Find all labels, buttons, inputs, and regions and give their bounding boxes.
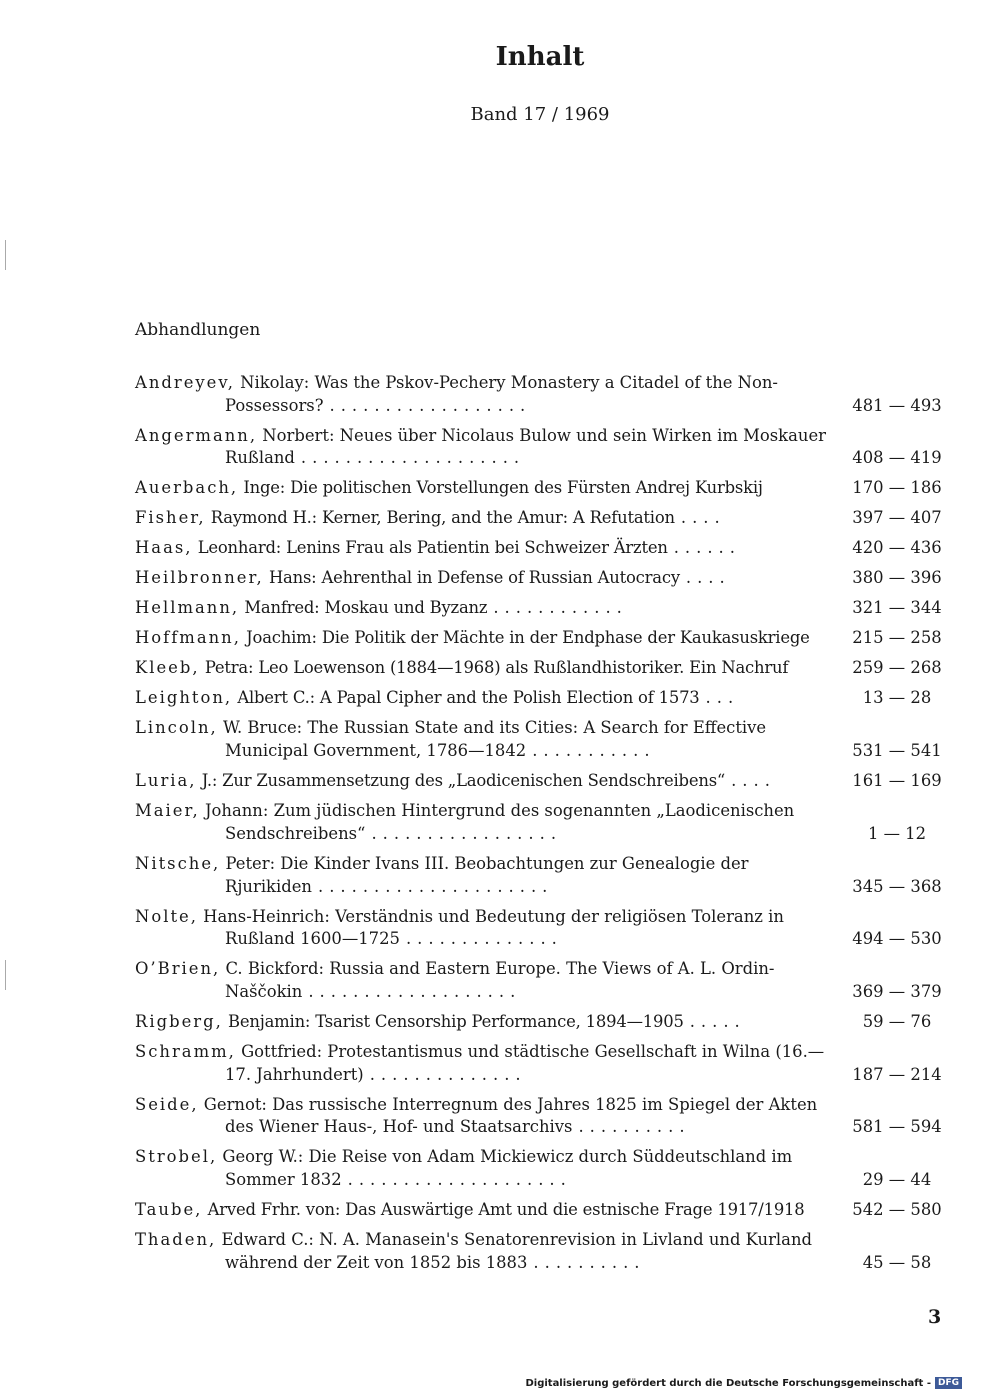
entry-title: C. Bickford: Russia and Eastern Europe. The Views of A. L. Ordin-Naščokin [225, 959, 775, 1001]
entry-title: Johann: Zum jüdischen Hintergrund des sogenannten „Laodicenischen Sendschreibens“ [204, 801, 795, 843]
toc-entry [135, 800, 947, 845]
toc-entry [135, 425, 947, 470]
toc-entry [135, 477, 947, 500]
entry-author: Leighton, [135, 688, 233, 708]
entry-title: Joachim: Die Politik der Mächte in der Endphase der Kaukasuskriege [246, 628, 810, 648]
toc-entry [135, 1229, 947, 1274]
toc-entry [135, 567, 947, 590]
toc-entry [135, 507, 947, 530]
entry-author: Fisher, [135, 508, 206, 528]
leader-dots: .................... [347, 1170, 572, 1190]
leader-dots: ................... [308, 981, 522, 1001]
entry-title: Hans-Heinrich: Verständnis und Bedeutung der religiösen Toleranz in Rußland 1600—1725 [203, 906, 784, 949]
entry-title: Edward C.: N. A. Manasein's Senatorenrevision in Livland und Kurland während der Zeit von 1852 bis 1883 [221, 1230, 812, 1272]
leader-dots: .................... [300, 448, 526, 468]
leader-dots: ... [705, 688, 740, 708]
entry-title: Norbert: Neues über Nicolaus Bulow und sein Wirken im Moskauer Rußland [225, 425, 826, 468]
entry-pages: 161 — 169 [852, 771, 942, 791]
entry-author: Thaden, [135, 1230, 217, 1250]
leader-dots: .............. [369, 1064, 527, 1084]
entry-pages: 1 — 12 [867, 823, 927, 843]
entry-pages: 170 — 186 [852, 478, 942, 498]
entry-title: Georg W.: Die Reise von Adam Mickiewicz durch Süddeutschland im Sommer 1832 [222, 1147, 793, 1190]
entry-title: Raymond H.: Kerner, Bering, and the Amur: A Refutation [210, 508, 675, 528]
leader-dots: ................. [371, 823, 563, 843]
entry-author: Angermann, [135, 425, 258, 445]
entry-title: W. Bruce: The Russian State and its Cities: A Search for Effective Municipal Government, 1786—1842 [222, 718, 767, 761]
leader-dots: .......... [533, 1252, 646, 1272]
toc-list [135, 372, 947, 1282]
entry-pages: 481 — 493 [852, 395, 942, 415]
entry-author: Seide, [135, 1094, 199, 1114]
toc-entry [135, 770, 947, 793]
entry-title: Hans: Aehrenthal in Defense of Russian Autocracy [268, 568, 680, 588]
entry-title: Inge: Die politischen Vorstellungen des Fürsten Andrej Kurbskij [243, 478, 763, 498]
entry-author: Nitsche, [135, 853, 221, 873]
credit-text: Digitalisierung gefördert durch die Deutsche Forschungsgemeinschaft - [525, 1377, 931, 1389]
entry-pages: 531 — 541 [852, 741, 942, 761]
entry-author: Lincoln, [135, 718, 218, 738]
entry-pages: 408 — 419 [852, 448, 942, 468]
toc-entry [135, 717, 947, 762]
toc-entry [135, 537, 947, 560]
toc-entry [135, 1041, 947, 1086]
entry-title: Manfred: Moskau und Byzanz [244, 598, 488, 618]
leader-dots: .................. [329, 395, 532, 415]
toc-entry [135, 687, 947, 710]
dfg-logo: DFG [935, 1377, 962, 1389]
leader-dots: .......... [578, 1117, 691, 1137]
leader-dots: ........... [532, 741, 656, 761]
entry-pages: 259 — 268 [852, 658, 942, 678]
entry-pages: 420 — 436 [852, 538, 942, 558]
toc-entry [135, 372, 947, 417]
entry-title: Peter: Die Kinder Ivans III. Beobachtungen zur Genealogie der Rjurikiden [225, 853, 749, 896]
toc-entry [135, 1199, 947, 1222]
leader-dots: .............. [405, 929, 563, 949]
entry-author: O’Brien, [135, 959, 221, 979]
entry-title: Nikolay: Was the Pskov-Pechery Monastery a Citadel of the Non-Possessors? [225, 373, 778, 415]
entry-author: Hoffmann, [135, 628, 241, 648]
entry-author: Strobel, [135, 1147, 218, 1167]
entry-pages: 369 — 379 [852, 981, 942, 1001]
leader-dots: .... [731, 771, 776, 791]
scan-mark [5, 240, 6, 270]
entry-pages: 215 — 258 [852, 628, 942, 648]
entry-author: Schramm, [135, 1041, 236, 1061]
entry-pages: 45 — 58 [862, 1252, 932, 1272]
footer-credit [525, 1377, 962, 1389]
entry-author: Heilbronner, [135, 568, 264, 588]
toc-entry [135, 627, 947, 650]
entry-pages: 59 — 76 [862, 1011, 932, 1031]
entry-pages: 380 — 396 [852, 568, 942, 588]
entry-author: Rigberg, [135, 1011, 223, 1031]
entry-title: Gernot: Das russische Interregnum des Jahres 1825 im Spiegel der Akten des Wiener Haus-, Hof- und Staatsarchivs [203, 1094, 818, 1137]
entry-title: Albert C.: A Papal Cipher and the Polish Election of 1573 [237, 688, 700, 708]
entry-pages: 13 — 28 [862, 688, 932, 708]
entry-pages: 397 — 407 [852, 508, 942, 528]
entry-title: Petra: Leo Loewenson (1884—1968) als Rußlandhistoriker. Ein Nachruf [204, 658, 789, 678]
entry-pages: 494 — 530 [852, 929, 942, 949]
entry-title: Benjamin: Tsarist Censorship Performance, 1894—1905 [228, 1011, 684, 1031]
leader-dots: .... [680, 508, 726, 528]
entry-author: Taube, [135, 1200, 203, 1220]
section-heading: Abhandlungen [135, 320, 261, 340]
entry-pages: 581 — 594 [852, 1117, 942, 1137]
leader-dots: ............ [493, 598, 628, 618]
entry-title: J.: Zur Zusammensetzung des „Laodicenischen Sendschreibens“ [201, 771, 726, 791]
toc-entry [135, 1146, 947, 1191]
entry-author: Nolte, [135, 906, 198, 926]
entry-pages: 187 — 214 [852, 1064, 942, 1084]
volume-label: Band 17 / 1969 [470, 104, 610, 125]
toc-entry [135, 597, 947, 620]
leader-dots: ...... [673, 538, 741, 558]
entry-pages: 321 — 344 [852, 598, 942, 618]
entry-author: Andreyev, [135, 373, 235, 392]
entry-author: Hellmann, [135, 598, 240, 618]
toc-entry [135, 1011, 947, 1034]
entry-title: Arved Frhr. von: Das Auswärtige Amt und die estnische Frage 1917/1918 [207, 1200, 805, 1220]
leader-dots: .... [685, 568, 731, 588]
leader-dots: ..... [689, 1011, 746, 1031]
entry-title: Gottfried: Protestantismus und städtische Gesellschaft in Wilna (16.—17. Jahrhundert) [225, 1041, 825, 1084]
toc-entry [135, 853, 947, 898]
leader-dots: ..................... [317, 876, 554, 896]
page-number: 3 [928, 1306, 942, 1328]
entry-author: Maier, [135, 801, 200, 821]
scan-mark [5, 960, 6, 990]
entry-pages: 29 — 44 [862, 1170, 932, 1190]
entry-pages: 345 — 368 [852, 876, 942, 896]
toc-entry [135, 657, 947, 680]
entry-author: Luria, [135, 771, 197, 791]
entry-pages: 542 — 580 [852, 1200, 942, 1220]
page-title: Inhalt [495, 42, 585, 72]
entry-author: Kleeb, [135, 658, 200, 678]
entry-title: Leonhard: Lenins Frau als Patientin bei Schweizer Ärzten [197, 538, 668, 558]
toc-entry [135, 1094, 947, 1139]
entry-author: Haas, [135, 538, 193, 558]
toc-entry [135, 906, 947, 951]
entry-author: Auerbach, [135, 478, 239, 498]
toc-entry [135, 958, 947, 1003]
